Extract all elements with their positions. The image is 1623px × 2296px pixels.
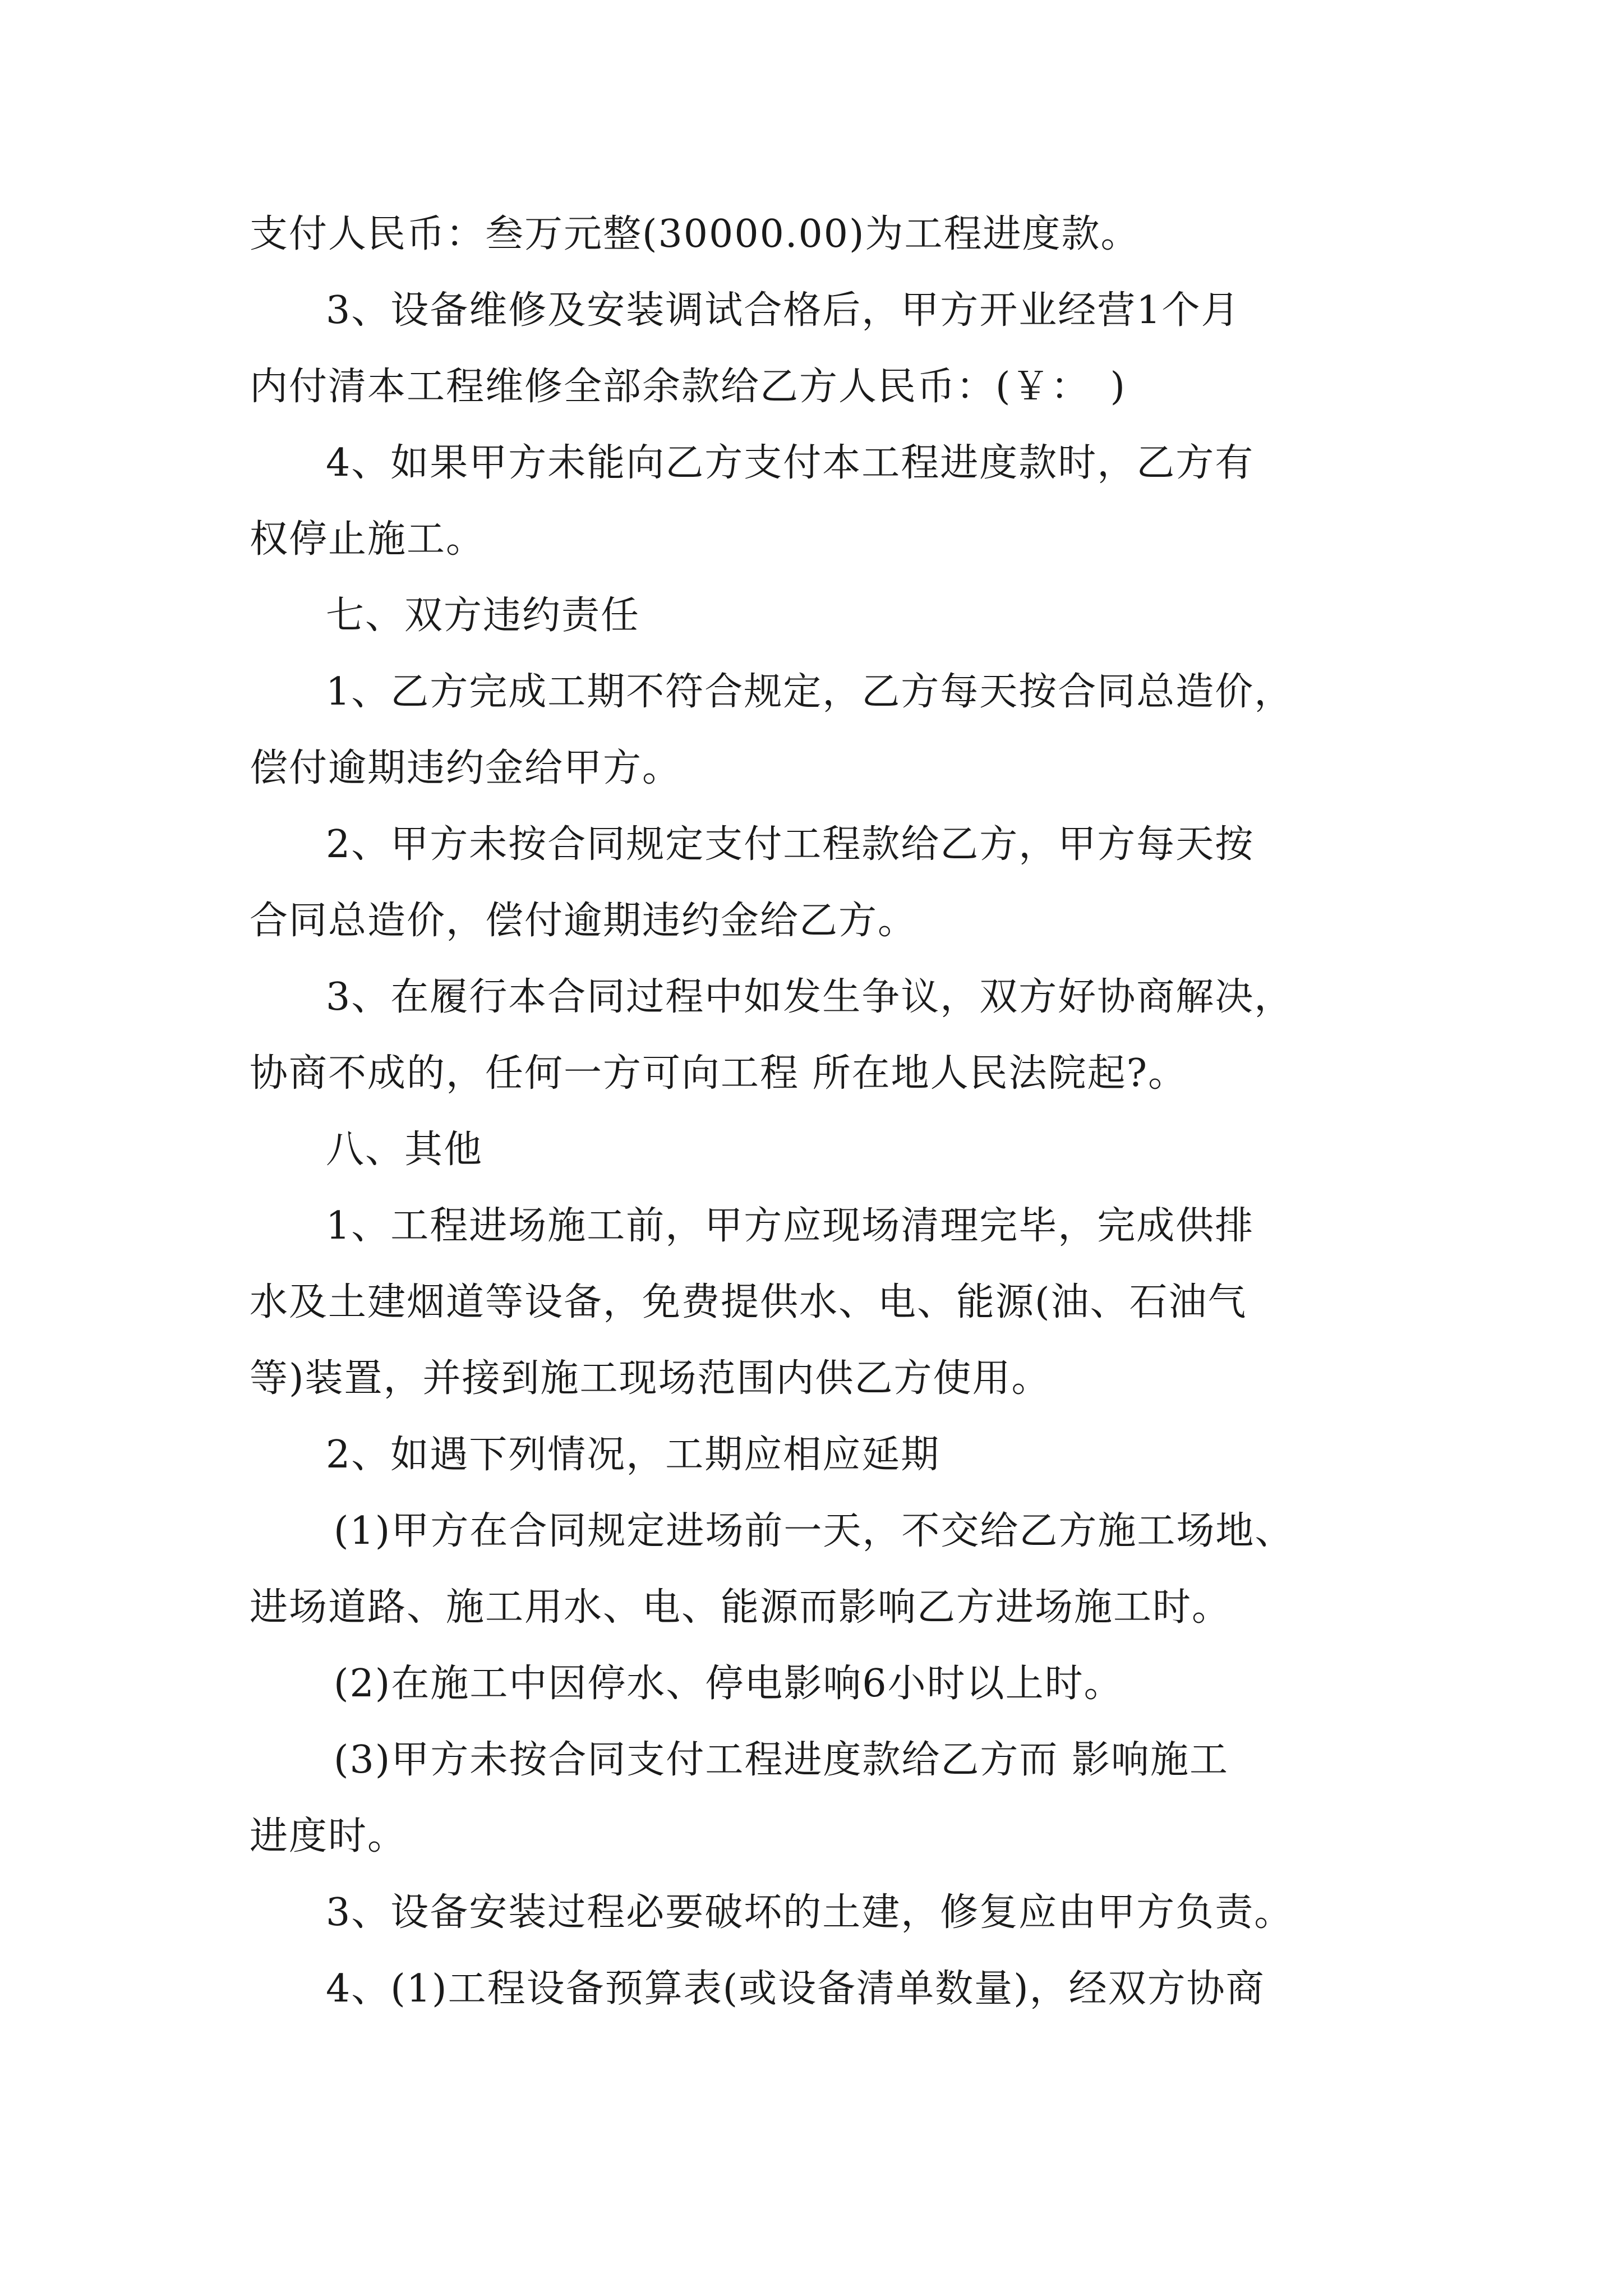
text-line: (2)在施工中因停水、停电影响6小时以上时。 [334, 1662, 1123, 1706]
section-heading: 七、双方违约责任 [326, 593, 640, 638]
text-line: 合同总造价，偿付逾期违约金给乙方。 [250, 899, 917, 943]
text-line: 权停止施工。 [250, 517, 486, 562]
text-line: 支付人民币：叁万元整(30000.00)为工程进度款。 [250, 212, 1140, 256]
text-line: 4、(1)工程设备预算表(或设备清单数量)，经双方协商 [326, 1967, 1265, 2011]
text-line: 偿付逾期违约金给甲方。 [250, 746, 682, 790]
section-heading: 八、其他 [326, 1128, 483, 1172]
text-line: 2、如遇下列情况，工期应相应延期 [326, 1433, 940, 1477]
contract-body-text [250, 196, 1388, 2027]
text-line: (1)甲方在合同规定进场前一天，不交给乙方施工场地、 [334, 1509, 1294, 1553]
text-line: 内付清本工程维修全部余款给乙方人民币：(￥： ) [250, 365, 1127, 409]
text-line: 等)装置，并接到施工现场范围内供乙方使用。 [250, 1356, 1051, 1401]
text-line: 1、工程进场施工前，甲方应现场清理完毕，完成供排 [326, 1204, 1255, 1248]
text-line: 协商不成的，任何一方可向工程 所在地人民法院起?。 [250, 1051, 1188, 1096]
text-line: 3、在履行本合同过程中如发生争议，双方好协商解决， [326, 975, 1294, 1019]
text-line: 3、设备安装过程必要破坏的土建，修复应由甲方负责。 [326, 1890, 1294, 1935]
text-line: 水及土建烟道等设备，免费提供水、电、能源(油、石油气 [250, 1280, 1247, 1324]
text-line: 2、甲方未按合同规定支付工程款给乙方，甲方每天按 [326, 822, 1255, 867]
text-line: 进场道路、施工用水、电、能源而影响乙方进场施工时。 [250, 1585, 1232, 1630]
text-line: 1、乙方完成工期不符合规定，乙方每天按合同总造价， [326, 670, 1294, 714]
text-line: 3、设备维修及安装调试合格后，甲方开业经营1个月 [326, 288, 1241, 333]
text-line: 4、如果甲方未能向乙方支付本工程进度款时，乙方有 [326, 441, 1255, 485]
text-line: (3)甲方未按合同支付工程进度款给乙方而 影响施工 [334, 1738, 1229, 1782]
text-line: 进度时。 [250, 1814, 407, 1858]
